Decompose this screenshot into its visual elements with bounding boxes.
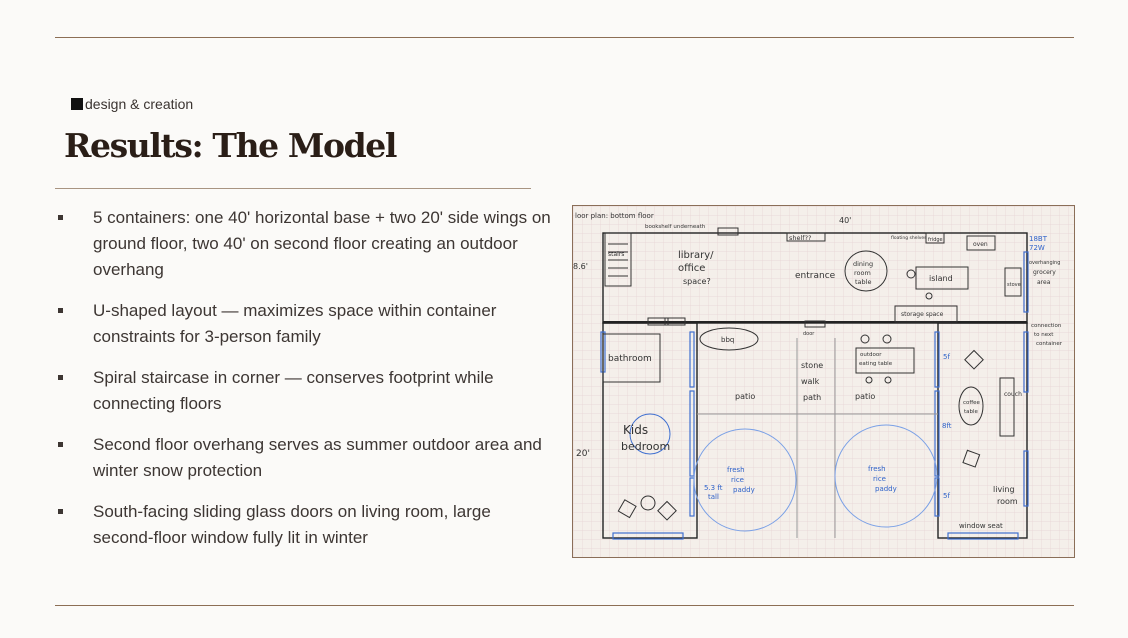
title-underline <box>55 188 531 189</box>
bullet-item <box>55 432 555 484</box>
label-stone-3: path <box>803 393 822 402</box>
bullet-text: Second floor overhang serves as summer outdoor area and winter snow protection <box>93 435 542 480</box>
label-tall-1: 5.3 ft <box>704 484 723 492</box>
label-patio-mid: patio <box>855 392 876 401</box>
section-label <box>71 96 193 112</box>
label-kids-1: Kids <box>623 423 649 437</box>
label-fridge: fridge <box>928 237 943 243</box>
bullet-dot-icon <box>58 308 63 313</box>
label-office: office <box>678 263 706 274</box>
top-divider <box>55 37 1074 38</box>
label-grocery-1: overhanging <box>1029 260 1061 266</box>
bullet-list <box>55 205 555 566</box>
bullet-text: Spiral staircase in corner — conserves footprint while connecting floors <box>93 368 494 413</box>
bullet-dot-icon <box>58 509 63 514</box>
label-fresh-2: rice <box>731 476 744 484</box>
bullet-text: 5 containers: one 40' horizontal base + two 20' side wings on ground floor, two 40' on second floor creating an outdoor overhang <box>93 208 551 279</box>
dim-top: 40' <box>839 216 852 225</box>
label-couch: couch <box>1004 391 1022 398</box>
label-dining-1: dining <box>853 260 874 268</box>
bullet-dot-icon <box>58 442 63 447</box>
label-fresh-mid-2: rice <box>873 475 886 483</box>
label-storage: storage space <box>901 311 944 318</box>
label-fresh-mid-3: paddy <box>875 485 897 493</box>
label-btu-1: 18BT <box>1029 235 1047 243</box>
label-coffee-1: coffee <box>963 400 980 406</box>
bullet-text: South-facing sliding glass doors on living room, large second-floor window fully lit in winter <box>93 502 491 547</box>
slide-title: Results: The Model <box>64 126 396 165</box>
label-outdoor-2: eating table <box>859 361 893 367</box>
label-stove: stove <box>1007 282 1021 288</box>
label-living-1: living <box>993 485 1015 494</box>
label-bookshelf: bookshelf underneath <box>645 224 706 230</box>
label-coffee-2: table <box>964 409 978 415</box>
label-stone-1: stone <box>801 361 824 370</box>
label-entrance: entrance <box>795 271 836 281</box>
label-bathroom: bathroom <box>608 354 652 364</box>
label-space: space? <box>683 277 711 286</box>
bullet-item <box>55 365 555 417</box>
label-dining-3: table <box>855 278 872 286</box>
label-connection-2: to next <box>1034 332 1054 338</box>
label-living-2: room <box>997 497 1018 506</box>
dim-5f-bottom: 5f <box>943 492 950 500</box>
label-bbq: bbq <box>721 336 735 344</box>
dim-5f-top: 5f <box>943 353 950 361</box>
bullet-item <box>55 205 555 283</box>
bullet-dot-icon <box>58 215 63 220</box>
dim-left-top: 8.6' <box>573 262 588 271</box>
label-btu-2: 72W <box>1029 244 1045 252</box>
label-door: door <box>803 331 815 337</box>
section-label-text: design & creation <box>85 96 194 112</box>
dim-8ft: 8ft <box>942 422 952 430</box>
bullet-item <box>55 298 555 350</box>
label-window-seat: window seat <box>959 522 1003 530</box>
bullet-dot-icon <box>58 375 63 380</box>
label-stone-2: walk <box>801 377 820 386</box>
label-fresh-1: fresh <box>727 466 745 474</box>
plan-header: loor plan: bottom floor <box>575 212 654 220</box>
bullet-item <box>55 499 555 551</box>
label-grocery-3: area <box>1037 279 1051 286</box>
label-floating-shelves: floating shelves <box>891 236 927 241</box>
label-patio-left: patio <box>735 392 756 401</box>
label-dining-2: room <box>854 269 871 277</box>
label-island: island <box>929 274 953 283</box>
label-library: library/ <box>678 250 714 261</box>
floor-plan-sketch <box>573 206 1074 557</box>
dim-left-bottom: 20' <box>576 449 590 459</box>
bullet-text: U-shaped layout — maximizes space within container constraints for 3-person family <box>93 301 497 346</box>
label-shelf: shelf?? <box>789 234 812 242</box>
label-outdoor-1: outdoor <box>860 352 882 358</box>
label-tall-2: tall <box>708 493 719 501</box>
label-connection-1: connection <box>1031 323 1062 329</box>
label-fresh-3: paddy <box>733 486 755 494</box>
label-stairs: stairs <box>608 251 625 258</box>
label-oven: oven <box>973 241 988 248</box>
bullet-square-icon <box>71 98 83 110</box>
floor-plan-image <box>572 205 1075 558</box>
label-grocery-2: grocery <box>1033 269 1056 276</box>
label-fresh-mid-1: fresh <box>868 465 886 473</box>
label-connection-3: container <box>1036 341 1063 347</box>
bottom-divider <box>55 605 1074 606</box>
label-kids-2: bedroom <box>621 440 671 453</box>
